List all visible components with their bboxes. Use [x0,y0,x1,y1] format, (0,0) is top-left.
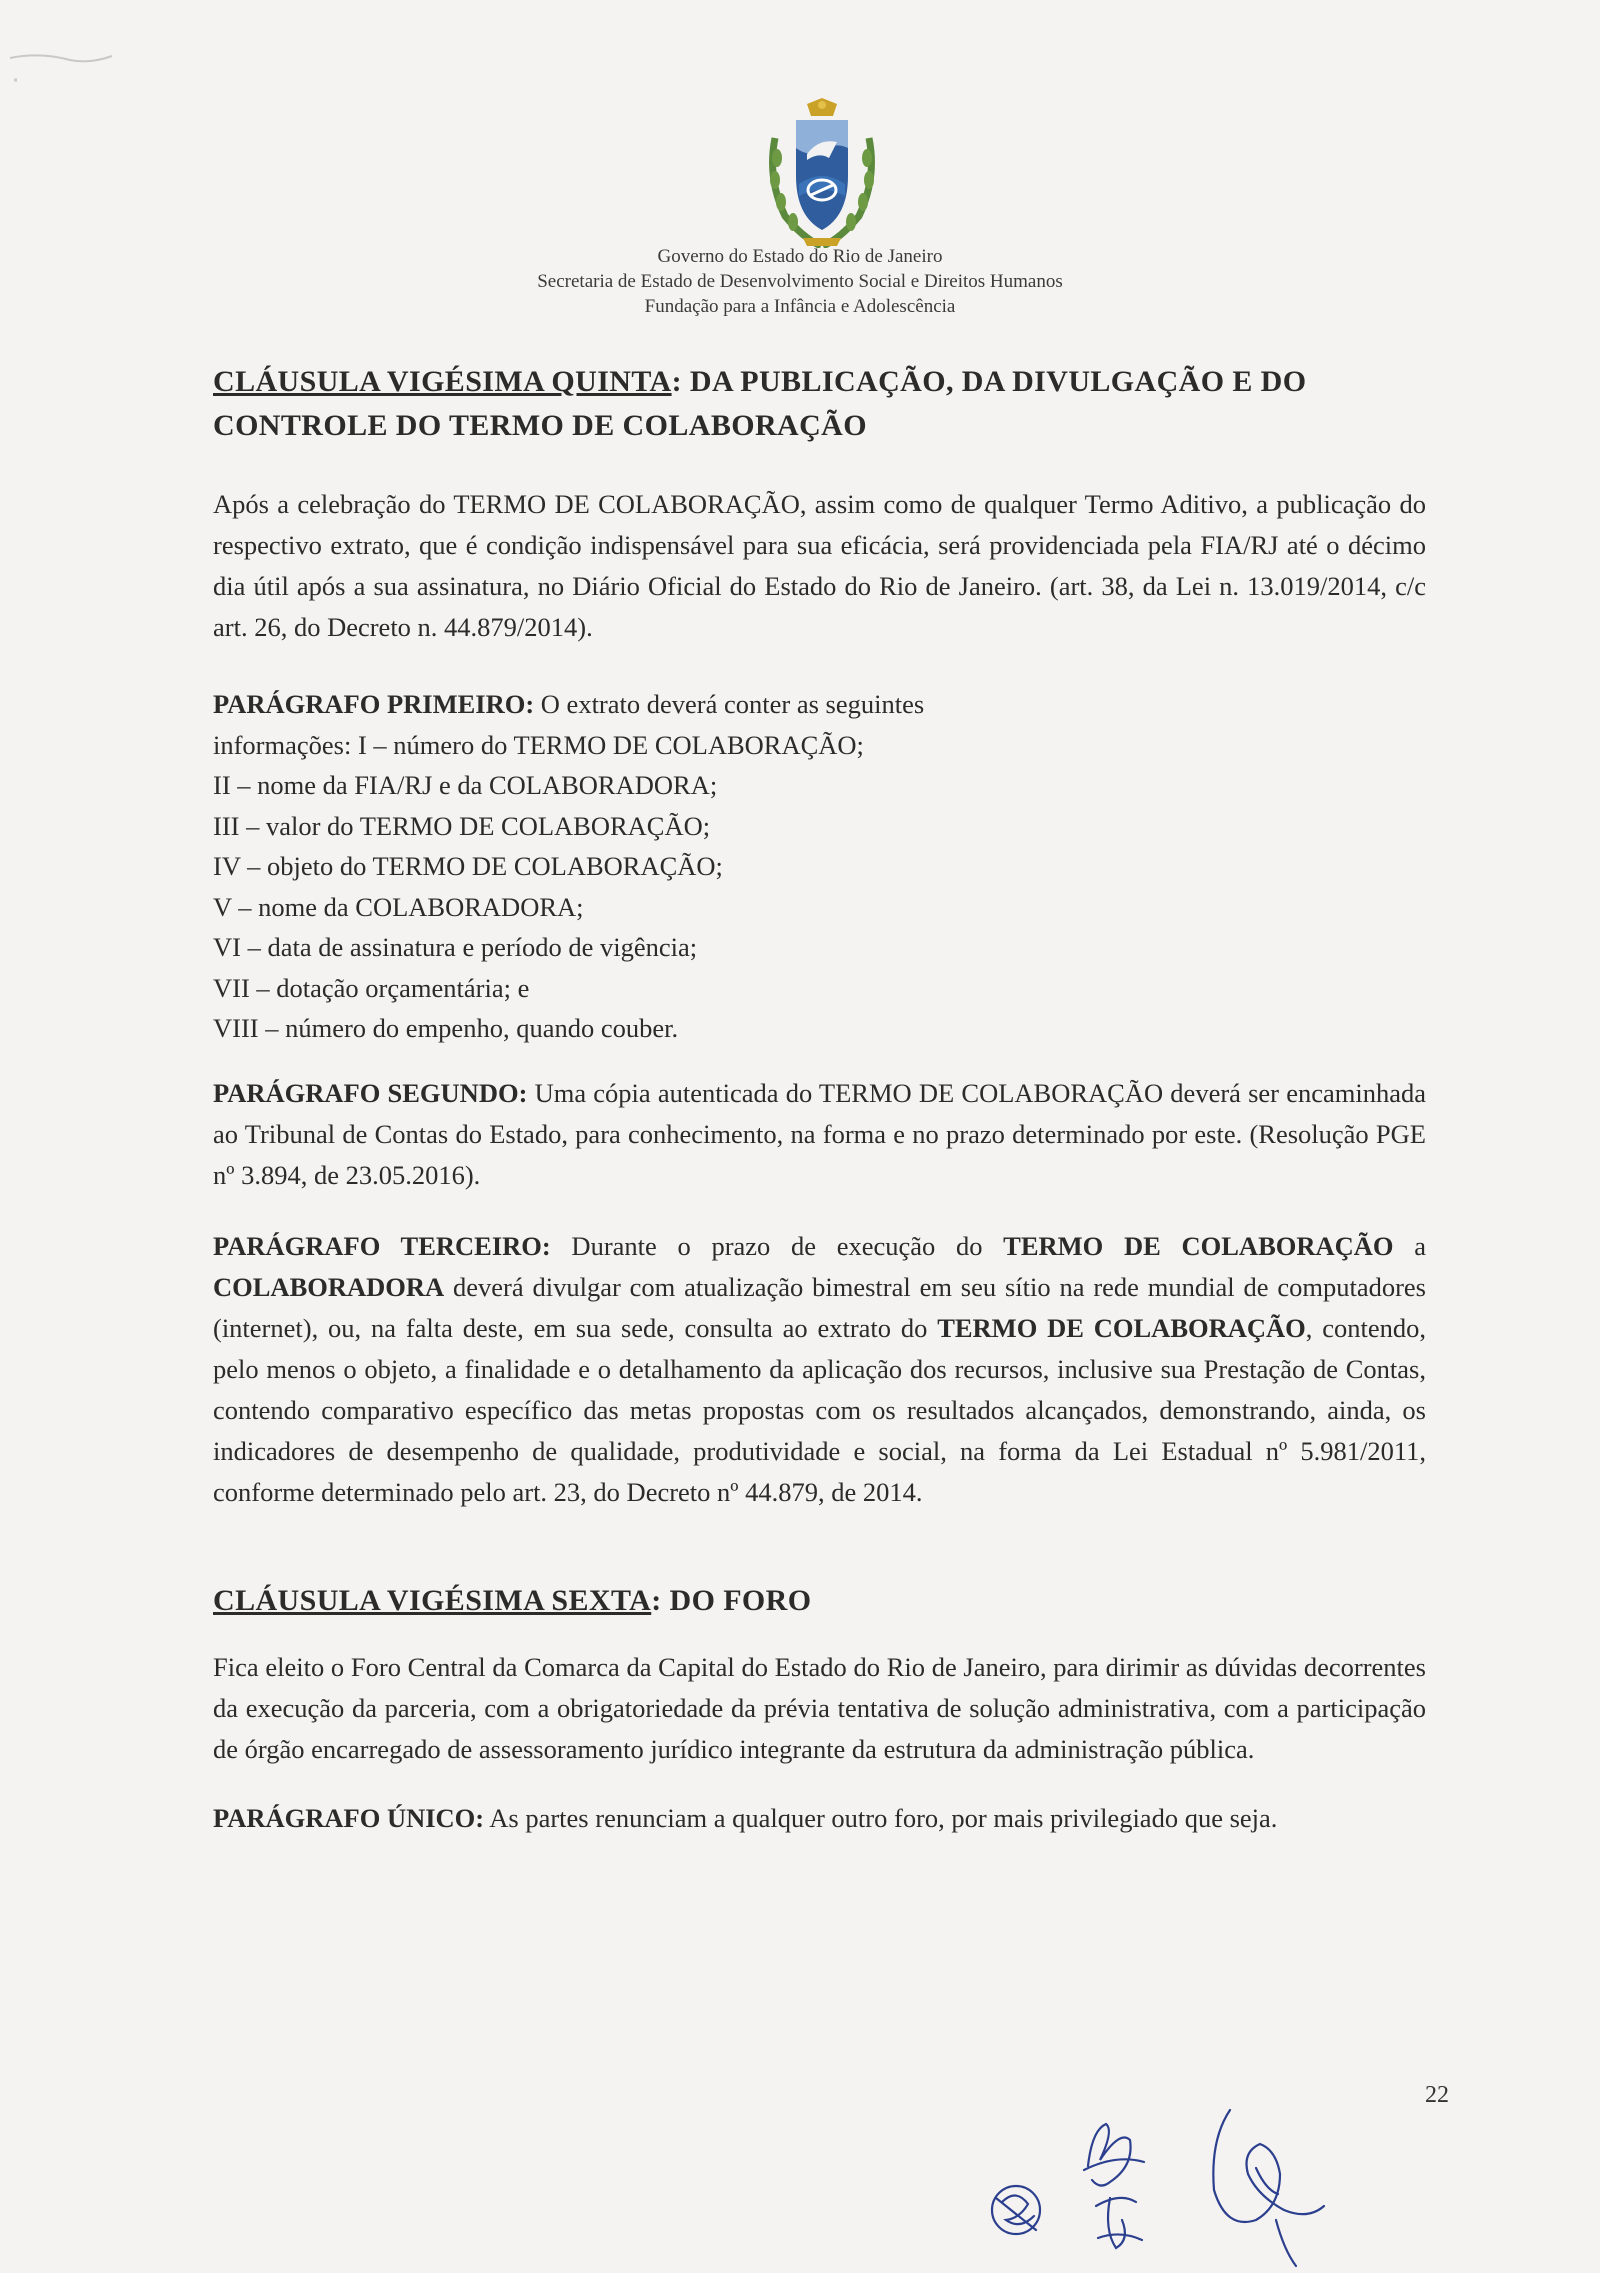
paragraph-primeiro-label: PARÁGRAFO PRIMEIRO: [213,689,535,719]
paragraph-terceiro-bold-3: TERMO DE COLABORAÇÃO [937,1312,1306,1343]
paragraph-primeiro-intro: O extrato deverá conter as seguintes [534,689,925,719]
clause-26-heading-rest: : DO FORO [651,1583,812,1617]
list-item: informações: I – número do TERMO DE COLABORAÇÃO; [213,729,864,760]
list-item: II – nome da FIA/RJ e da COLABORADORA; [213,770,718,800]
header-line-secretariat: Secretaria de Estado de Desenvolvimento Social e Direitos Humanos [537,271,1063,292]
clause-26-body: Fica eleito o Foro Central da Comarca da Capital do Estado do Rio de Janeiro, para dirimir as dúvidas decorrentes da execução da parceria, com a obrigatoriedade da prévia tentativa de solução administrativa, com a participação de órgão encarregado de assessoramento jurídico integrante da estrutura da administração pública. [213,1651,1426,1764]
paragraph-terceiro-text-1: Durante o prazo de execução do [550,1230,1004,1261]
institution-header [300,244,1300,319]
coat-of-arms-icon [763,98,881,248]
paragraph-unico-label: PARÁGRAFO ÚNICO: [213,1802,485,1833]
handwritten-signatures-icon [980,2070,1420,2273]
paragraph-terceiro-text-2: a [1393,1230,1426,1261]
paragraph-terceiro-bold-2: COLABORADORA [213,1271,445,1302]
paragraph-primeiro [213,684,1426,1049]
paragraph-segundo-label: PARÁGRAFO SEGUNDO: [213,1077,528,1108]
header-line-government: Governo do Estado do Rio de Janeiro [657,246,943,267]
paragraph-terceiro [213,1226,1426,1513]
paragraph-unico-text: As partes renunciam a qualquer outro foro, por mais privilegiado que seja. [484,1802,1278,1833]
paragraph-terceiro-text-4: , contendo, pelo menos o objeto, a finalidade e o detalhamento da aplicação dos recursos, inclusive sua Prestação de Contas, contendo comparativo específico das metas propostas com os resultados alcançados, demonstrando, ainda, os indicadores de desempenho de qualidade, produtividade e social, na forma da Lei Estadual nº 5.981/2011, conforme determinado pelo art. 23, do Decreto nº 44.879, de 2014. [213,1312,1426,1507]
header-line-foundation: Fundação para a Infância e Adolescência [644,296,956,317]
list-item: VII – dotação orçamentária; e [213,972,530,1003]
list-item: III – valor do TERMO DE COLABORAÇÃO; [213,810,711,841]
paragraph-unico [213,1798,1426,1839]
paragraph-terceiro-label: PARÁGRAFO TERCEIRO: [213,1230,551,1261]
paragraph-terceiro-text-3: deverá divulgar com atualização bimestral em seu sítio na rede mundial de computadores (internet), ou, na falta deste, em sua sede, consulta ao extrato do [213,1271,1426,1343]
paragraph-segundo [213,1073,1426,1196]
document-body [213,360,1426,1839]
paragraph-terceiro-bold-1: TERMO DE COLABORAÇÃO [1003,1230,1394,1261]
list-item: V – nome da COLABORADORA; [213,891,584,922]
clause-26-title [213,1579,1426,1623]
list-item: IV – objeto do TERMO DE COLABORAÇÃO; [213,851,723,881]
clause-25-heading: CLÁUSULA VIGÉSIMA QUINTA [213,365,672,398]
list-item: VI – data de assinatura e período de vigência; [213,932,698,962]
clause-25-heading-line2: CONTROLE DO TERMO DE COLABORAÇÃO [213,409,867,442]
paragraph-segundo-text: Uma cópia autenticada do TERMO DE COLABORAÇÃO deverá ser encaminhada ao Tribunal de Contas do Estado, para conhecimento, na forma e no prazo determinado por este. (Resolução PGE nº 3.894, de 23.05.2016). [213,1077,1426,1190]
list-item: VIII – número do empenho, quando couber. [213,1013,679,1043]
clause-25-body: Após a celebração do TERMO DE COLABORAÇÃO, assim como de qualquer Termo Aditivo, a publicação do respectivo extrato, que é condição indispensável para sua eficácia, será providenciada pela FIA/RJ até o décimo dia útil após a sua assinatura, no Diário Oficial do Estado do Rio de Janeiro. (art. 38, da Lei n. 13.019/2014, c/c art. 26, do Decreto n. 44.879/2014). [213,489,1426,642]
page-number: 22 [1425,2082,1449,2108]
scan-artifact [0,30,120,90]
clause-25-title [213,360,1426,448]
clause-25-heading-rest: : DA PUBLICAÇÃO, DA DIVULGAÇÃO E DO [671,365,1307,398]
clause-26-heading: CLÁUSULA VIGÉSIMA SEXTA [213,1583,652,1617]
